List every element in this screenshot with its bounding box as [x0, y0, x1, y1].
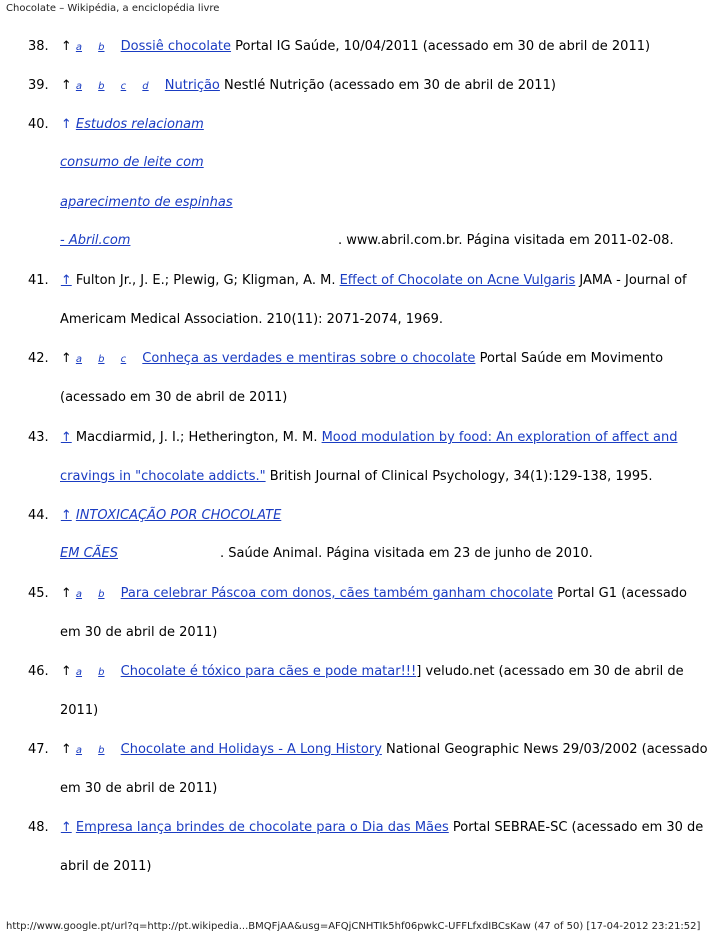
- ref-number: 45.: [28, 586, 49, 601]
- ref-link[interactable]: Mood modulation by food: An exploration of affect and: [321, 430, 678, 445]
- reference-40-line-2: [60, 154, 590, 172]
- ref-number: 48.: [28, 820, 49, 835]
- ref-number: 39.: [28, 78, 49, 93]
- reference-43-line-2: [60, 468, 653, 486]
- reference-48-line-2: abril de 2011): [60, 859, 152, 874]
- ref-text: Portal IG Saúde, 10/04/2011 (acessado em 30 de abril de 2011): [231, 39, 651, 54]
- ref-number: 44.: [28, 508, 49, 523]
- reference-42-line-2: (acessado em 30 de abril de 2011): [60, 390, 288, 405]
- backlink-a[interactable]: a: [75, 745, 83, 756]
- ref-link[interactable]: Chocolate é tóxico para cães e pode matar!!!: [120, 664, 417, 679]
- backlink-b[interactable]: b: [98, 354, 105, 365]
- backlink-b[interactable]: b: [98, 667, 105, 678]
- ref-link[interactable]: Conheça as verdades e mentiras sobre o chocolate: [142, 351, 476, 366]
- backlink-arrow: ↑: [60, 742, 72, 757]
- backlink-a[interactable]: a: [75, 81, 83, 92]
- ref-text: Portal Saúde em Movimento: [475, 351, 664, 366]
- backlink-arrow: ↑: [60, 664, 72, 679]
- reference-42: [28, 350, 663, 369]
- backlink-arrow: ↑: [60, 351, 72, 366]
- ref-number: 43.: [28, 430, 49, 445]
- reference-39: [28, 77, 556, 96]
- backlink-arrow[interactable]: ↑: [60, 820, 72, 835]
- reference-38: [28, 38, 650, 57]
- ref-text: British Journal of Clinical Psychology, 34(1):129-138, 1995.: [265, 469, 653, 484]
- reference-41: [28, 272, 687, 290]
- ref-authors: Macdiarmid, J. I.; Hetherington, M. M.: [71, 430, 322, 445]
- ref-number: 41.: [28, 273, 49, 288]
- reference-41-line-2: Americam Medical Association. 210(11): 2071-2074, 1969.: [60, 312, 443, 327]
- ref-link[interactable]: Para celebrar Páscoa com donos, cães também ganham chocolate: [120, 586, 554, 601]
- backlink-a[interactable]: a: [75, 354, 83, 365]
- backlink-b[interactable]: b: [98, 81, 105, 92]
- ref-link-line-2[interactable]: consumo de leite com: [60, 155, 204, 170]
- reference-48: [28, 819, 703, 837]
- reference-46-line-2: 2011): [60, 703, 99, 718]
- reference-40-line-3: [60, 194, 684, 212]
- ref-link[interactable]: Nutrição: [164, 78, 220, 93]
- ref-number: 46.: [28, 664, 49, 679]
- reference-47: [28, 741, 708, 760]
- backlink-c[interactable]: c: [120, 81, 127, 92]
- ref-text: JAMA - Journal of: [575, 273, 687, 288]
- ref-link[interactable]: Chocolate and Holidays - A Long History: [120, 742, 382, 757]
- ref-link[interactable]: Empresa lança brindes de chocolate para o Dia das Mães: [75, 820, 449, 835]
- reference-44-line-2: [60, 545, 593, 563]
- reference-44: [28, 507, 684, 525]
- backlink-b[interactable]: b: [98, 42, 105, 53]
- reference-45: [28, 585, 687, 604]
- ref-link-line-2[interactable]: EM CÃES: [60, 546, 118, 561]
- ref-text: National Geographic News 29/03/2002 (acessado: [381, 742, 708, 757]
- backlink-d[interactable]: d: [142, 81, 149, 92]
- reference-40-line-4: [60, 232, 674, 250]
- backlink-b[interactable]: b: [98, 589, 105, 600]
- reference-43: [28, 429, 677, 447]
- backlink-arrow[interactable]: ↑: [60, 273, 72, 288]
- page-header-title: Chocolate – Wikipédia, a enciclopédia livre: [6, 3, 220, 14]
- backlink-a[interactable]: a: [75, 42, 83, 53]
- ref-text: Portal SEBRAE-SC (acessado em 30 de: [448, 820, 704, 835]
- backlink-arrow[interactable]: ↑: [60, 508, 72, 523]
- reference-45-line-2: em 30 de abril de 2011): [60, 625, 218, 640]
- ref-number: 42.: [28, 351, 49, 366]
- reference-47-line-2: em 30 de abril de 2011): [60, 781, 218, 796]
- ref-link-continued[interactable]: cravings in "chocolate addicts.": [60, 469, 266, 484]
- ref-text: ] veludo.net (acessado em 30 de abril de: [416, 664, 684, 679]
- backlink-arrow[interactable]: ↑: [60, 117, 72, 132]
- reference-40: [28, 116, 546, 134]
- backlink-b[interactable]: b: [98, 745, 105, 756]
- backlink-a[interactable]: a: [75, 667, 83, 678]
- backlink-a[interactable]: a: [75, 589, 83, 600]
- ref-link[interactable]: Dossiê chocolate: [120, 39, 232, 54]
- ref-link-line-4[interactable]: - Abril.com: [60, 233, 131, 248]
- backlink-c[interactable]: c: [120, 354, 127, 365]
- ref-link[interactable]: Effect of Chocolate on Acne Vulgaris: [339, 273, 576, 288]
- ref-link-line-3[interactable]: aparecimento de espinhas: [60, 195, 233, 210]
- ref-number: 47.: [28, 742, 49, 757]
- ref-text: . www.abril.com.br. Página visitada em 2011-02-08.: [338, 233, 674, 248]
- ref-number: 40.: [28, 117, 49, 132]
- ref-number: 38.: [28, 39, 49, 54]
- ref-link-line-1[interactable]: INTOXICAÇÃO POR CHOCOLATE: [75, 508, 282, 523]
- ref-text: Nestlé Nutrição (acessado em 30 de abril de 2011): [219, 78, 556, 93]
- backlink-arrow[interactable]: ↑: [60, 430, 72, 445]
- backlink-arrow: ↑: [60, 78, 72, 93]
- page-footer-url: http://www.google.pt/url?q=http://pt.wikipedia...BMQFjAA&usg=AFQjCNHTIk5hf06pwkC-UFFLfxdIBCsKaw (47 of 50) [17-04-2012 23:21:52]: [6, 921, 701, 932]
- ref-text: Portal G1 (acessado: [553, 586, 688, 601]
- ref-text: . Saúde Animal. Página visitada em 23 de junho de 2010.: [220, 546, 593, 561]
- reference-46: [28, 663, 684, 682]
- backlink-arrow: ↑: [60, 39, 72, 54]
- ref-authors: Fulton Jr., J. E.; Plewig, G; Kligman, A. M.: [71, 273, 340, 288]
- ref-link-line-1[interactable]: Estudos relacionam: [75, 117, 204, 132]
- backlink-arrow: ↑: [60, 586, 72, 601]
